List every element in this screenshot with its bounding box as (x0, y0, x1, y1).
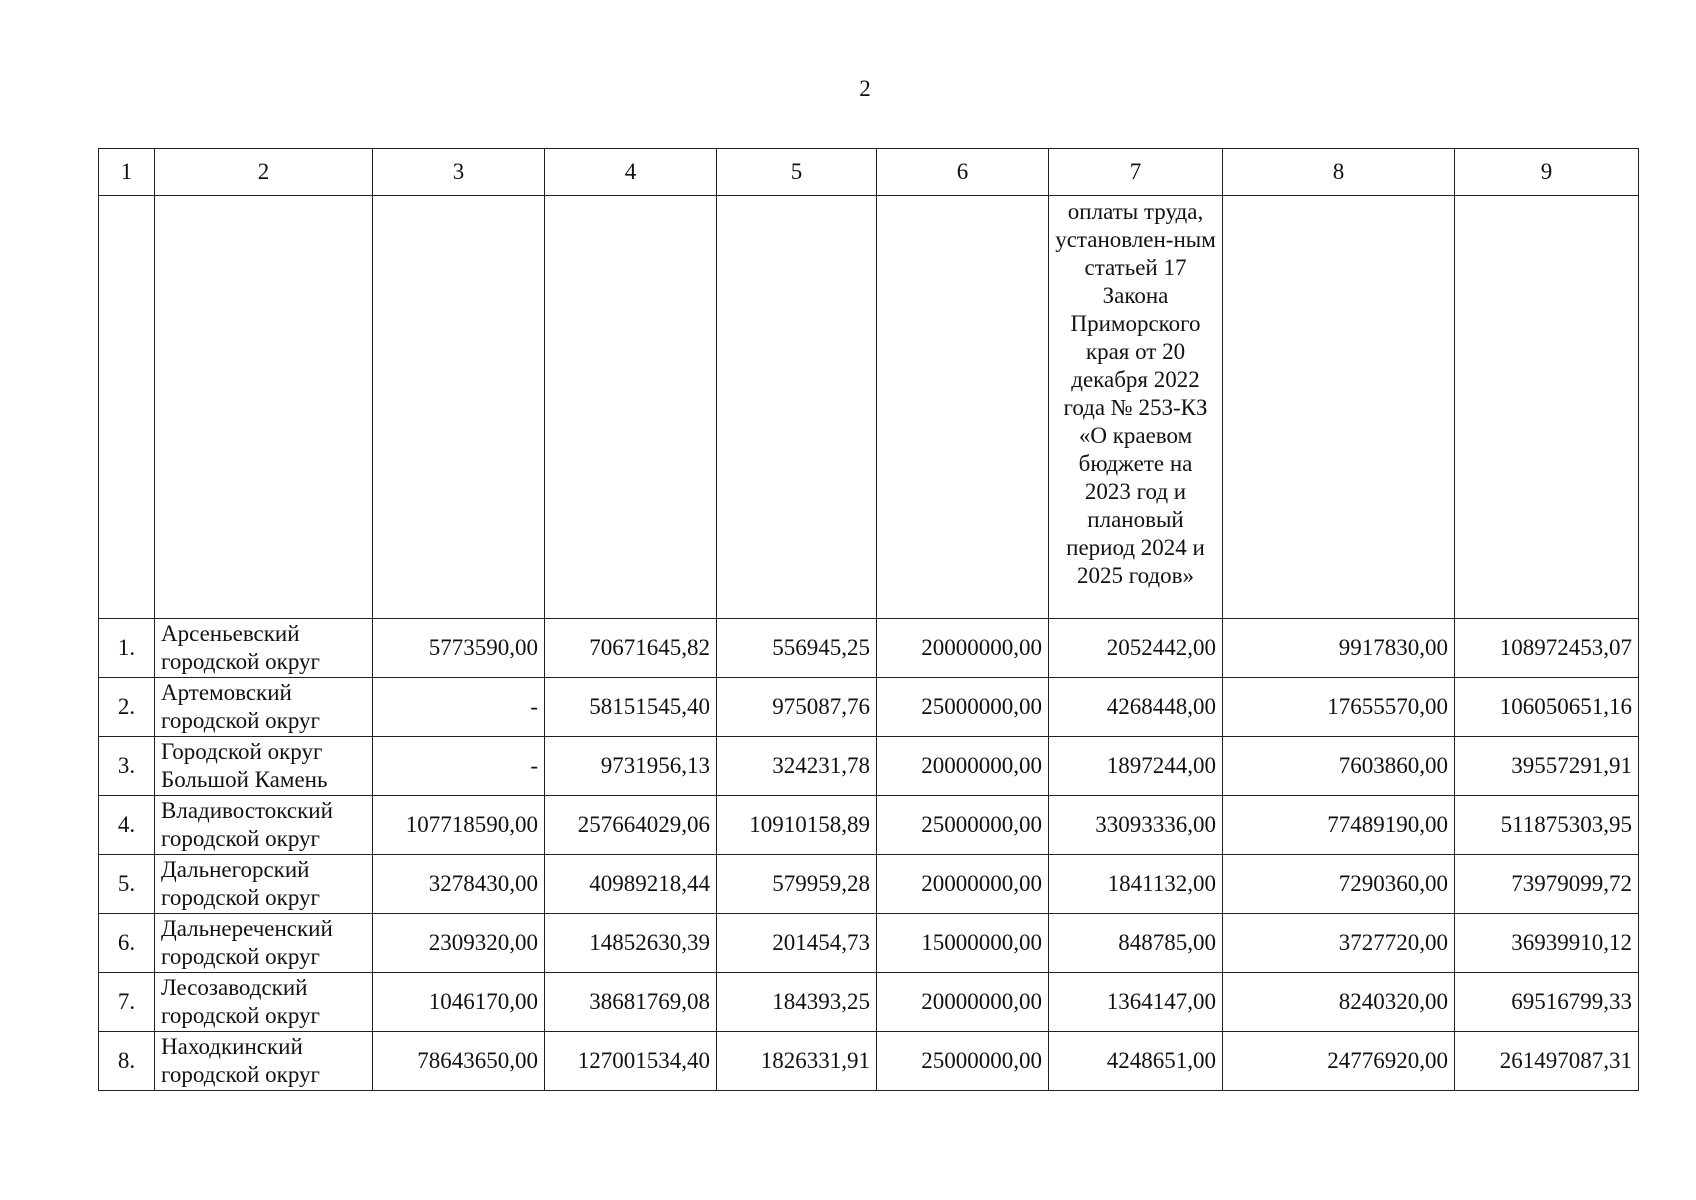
row-number: 5. (99, 855, 155, 914)
table-row (99, 678, 1639, 737)
amount-cell: 1826331,91 (717, 1032, 877, 1091)
amount-cell: 4248651,00 (1049, 1032, 1223, 1091)
municipality-name-line: Дальнегорский (161, 857, 310, 882)
amount-cell: 107718590,00 (373, 796, 545, 855)
empty-cell (1455, 196, 1639, 619)
amount-cell: 975087,76 (717, 678, 877, 737)
amount-cell: 108972453,07 (1455, 619, 1639, 678)
amount-cell: 9731956,13 (545, 737, 717, 796)
table-row (99, 973, 1639, 1032)
municipality-name-line: городской округ (161, 708, 320, 733)
amount-cell: 9917830,00 (1223, 619, 1455, 678)
municipality-name-line: городской округ (161, 1062, 320, 1087)
amount-cell: 848785,00 (1049, 914, 1223, 973)
continuation-note: оплаты труда, установлен-ным статьей 17 Закона Приморского края от 20 декабря 2022 года № 253-КЗ «О краевом бюджете на 2023 год и плановый период 2024 и 2025 годов» (1049, 196, 1223, 619)
municipality-name-line: Арсеньевский (161, 621, 300, 646)
amount-cell: 20000000,00 (877, 855, 1049, 914)
row-number: 8. (99, 1032, 155, 1091)
continuation-row (99, 196, 1639, 619)
column-header: 2 (155, 149, 373, 196)
amount-cell: 73979099,72 (1455, 855, 1639, 914)
amount-cell: 2309320,00 (373, 914, 545, 973)
table-row (99, 914, 1639, 973)
municipality-name-line: городской округ (161, 944, 320, 969)
column-header: 9 (1455, 149, 1639, 196)
amount-cell: 25000000,00 (877, 796, 1049, 855)
amount-cell: 2052442,00 (1049, 619, 1223, 678)
amount-cell: 33093336,00 (1049, 796, 1223, 855)
amount-cell: 24776920,00 (1223, 1032, 1455, 1091)
amount-cell: 20000000,00 (877, 619, 1049, 678)
amount-cell: 8240320,00 (1223, 973, 1455, 1032)
amount-cell: 7603860,00 (1223, 737, 1455, 796)
amount-cell: 7290360,00 (1223, 855, 1455, 914)
amount-cell: 69516799,33 (1455, 973, 1639, 1032)
amount-cell: 20000000,00 (877, 973, 1049, 1032)
amount-cell: 1897244,00 (1049, 737, 1223, 796)
amount-cell: 17655570,00 (1223, 678, 1455, 737)
amount-cell: 127001534,40 (545, 1032, 717, 1091)
amount-cell: 77489190,00 (1223, 796, 1455, 855)
municipality-name (155, 855, 373, 914)
amount-cell: 511875303,95 (1455, 796, 1639, 855)
amount-cell: 257664029,06 (545, 796, 717, 855)
empty-cell (717, 196, 877, 619)
column-number-row (99, 149, 1639, 196)
amount-cell: 579959,28 (717, 855, 877, 914)
empty-cell (373, 196, 545, 619)
municipality-name (155, 619, 373, 678)
amount-cell: 556945,25 (717, 619, 877, 678)
municipality-name-line: городской округ (161, 826, 320, 851)
municipality-name-line: Большой Камень (161, 767, 328, 792)
amount-cell: 1841132,00 (1049, 855, 1223, 914)
column-header: 8 (1223, 149, 1455, 196)
page-number: 2 (859, 76, 871, 101)
amount-cell: 25000000,00 (877, 1032, 1049, 1091)
column-header: 3 (373, 149, 545, 196)
column-header: 6 (877, 149, 1049, 196)
municipality-name-line: Дальнереченский (161, 916, 333, 941)
empty-cell (99, 196, 155, 619)
amount-cell: 1046170,00 (373, 973, 545, 1032)
amount-cell: 3727720,00 (1223, 914, 1455, 973)
table-row (99, 619, 1639, 678)
municipality-name-line: Артемовский (161, 680, 292, 705)
row-number: 4. (99, 796, 155, 855)
amount-cell: 14852630,39 (545, 914, 717, 973)
municipality-name (155, 914, 373, 973)
empty-cell (1223, 196, 1455, 619)
municipality-name (155, 1032, 373, 1091)
empty-cell (877, 196, 1049, 619)
municipality-name-line: Находкинский (161, 1034, 303, 1059)
amount-cell: 25000000,00 (877, 678, 1049, 737)
table-row (99, 737, 1639, 796)
municipality-name (155, 796, 373, 855)
row-number: 2. (99, 678, 155, 737)
amount-cell: 261497087,31 (1455, 1032, 1639, 1091)
allocation-table (98, 148, 1639, 1091)
column-header: 4 (545, 149, 717, 196)
municipality-name (155, 737, 373, 796)
empty-cell (155, 196, 373, 619)
amount-cell: 184393,25 (717, 973, 877, 1032)
amount-cell: 20000000,00 (877, 737, 1049, 796)
municipality-name-line: Лесозаводский (161, 975, 308, 1000)
amount-cell: 38681769,08 (545, 973, 717, 1032)
amount-cell: 36939910,12 (1455, 914, 1639, 973)
row-number: 6. (99, 914, 155, 973)
amount-cell: 58151545,40 (545, 678, 717, 737)
column-header: 7 (1049, 149, 1223, 196)
amount-cell: 106050651,16 (1455, 678, 1639, 737)
row-number: 1. (99, 619, 155, 678)
amount-cell: 201454,73 (717, 914, 877, 973)
amount-cell: 78643650,00 (373, 1032, 545, 1091)
table-row (99, 796, 1639, 855)
amount-cell: 3278430,00 (373, 855, 545, 914)
amount-cell: 15000000,00 (877, 914, 1049, 973)
row-number: 7. (99, 973, 155, 1032)
municipality-name (155, 973, 373, 1032)
empty-cell (545, 196, 717, 619)
table-row (99, 855, 1639, 914)
column-header: 5 (717, 149, 877, 196)
municipality-name-line: Городской округ (161, 739, 323, 764)
amount-cell: 39557291,91 (1455, 737, 1639, 796)
amount-cell: 324231,78 (717, 737, 877, 796)
amount-cell: 10910158,89 (717, 796, 877, 855)
municipality-name-line: городской округ (161, 1003, 320, 1028)
municipality-name (155, 678, 373, 737)
amount-cell: 1364147,00 (1049, 973, 1223, 1032)
municipality-name-line: Владивостокский (161, 798, 333, 823)
column-header: 1 (99, 149, 155, 196)
amount-cell: 5773590,00 (373, 619, 545, 678)
amount-cell: 40989218,44 (545, 855, 717, 914)
table-row (99, 1032, 1639, 1091)
amount-cell: 70671645,82 (545, 619, 717, 678)
row-number: 3. (99, 737, 155, 796)
municipality-name-line: городской округ (161, 885, 320, 910)
municipality-name-line: городской округ (161, 649, 320, 674)
amount-cell: - (373, 678, 545, 737)
amount-cell: - (373, 737, 545, 796)
amount-cell: 4268448,00 (1049, 678, 1223, 737)
